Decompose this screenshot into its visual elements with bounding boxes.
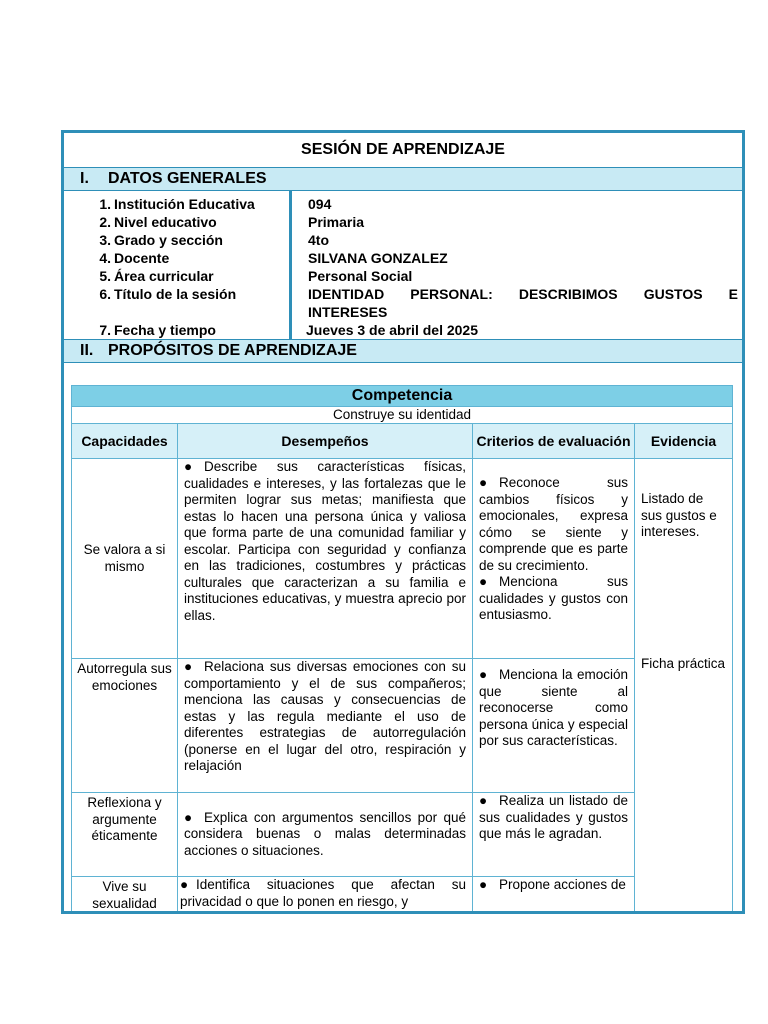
datos-row: 5. Área curricular bbox=[99, 268, 214, 284]
datos-row: 7. Fecha y tiempo bbox=[99, 322, 216, 338]
capacidad-cell: Autorregula sus emociones bbox=[72, 659, 178, 793]
datos-value: 4to bbox=[308, 232, 329, 248]
datos-label: Grado y sección bbox=[114, 232, 223, 248]
datos-label: Nivel educativo bbox=[114, 214, 217, 230]
section-label: PROPÓSITOS DE APRENDIZAJE bbox=[108, 342, 357, 359]
datos-row: 2. Nivel educativo bbox=[99, 214, 217, 230]
section-propositos bbox=[64, 340, 742, 363]
datos-row: 3. Grado y sección bbox=[99, 232, 223, 248]
datos-label: Fecha y tiempo bbox=[114, 322, 216, 338]
col-criterios: Criterios de evaluación bbox=[473, 424, 635, 459]
datos-label: Área curricular bbox=[114, 268, 214, 284]
datos-value: 094 bbox=[308, 196, 332, 212]
competencia-table-wrap bbox=[71, 385, 732, 914]
table-row bbox=[72, 459, 733, 659]
competencia-header: Competencia bbox=[72, 386, 733, 407]
desempeno-cell: ● Describe sus características físicas, cualidades e intereses, y las fortalezas que le permiten lograr sus metas; manifiesta que estas lo hacen una persona única y valiosa que forma parte de una comunidad familiar y escolar. Participa con seguridad y confianza en las tradiciones, costumbres y prácticas culturales que caracterizan a su familia e instituciones educativas, y muestra aprecio por ellas. bbox=[178, 459, 473, 659]
section-number: I. bbox=[80, 170, 89, 187]
criterios-cell: ● Reconoce sus cambios físicos y emocionales, expresa cómo se siente y comprende que es parte de su crecimiento. ● Menciona sus cualidades y gustos con entusiasmo. bbox=[473, 459, 635, 659]
section-datos-generales bbox=[64, 168, 742, 191]
capacidad-cell: Se valora a si mismo bbox=[72, 459, 178, 659]
datos-value: Primaria bbox=[308, 214, 365, 230]
competencia-table bbox=[71, 385, 733, 914]
datos-value: Personal Social bbox=[308, 268, 413, 284]
datos-value-title: IDENTIDAD PERSONAL: DESCRIBIMOS GUSTOS E bbox=[308, 286, 738, 302]
datos-row: 6. Título de la sesión bbox=[99, 286, 237, 302]
section-number: II. bbox=[80, 342, 94, 359]
datos-label: Título de la sesión bbox=[114, 286, 237, 302]
col-capacidades: Capacidades bbox=[72, 424, 178, 459]
evidencia-cell bbox=[635, 459, 733, 915]
document-title: SESIÓN DE APRENDIZAJE bbox=[64, 133, 742, 168]
criterios-cell: ● Propone acciones de bbox=[473, 877, 635, 915]
datos-value: SILVANA GONZALEZ bbox=[308, 250, 448, 266]
evidencia-item: Ficha práctica bbox=[641, 655, 726, 671]
capacidad-cell: Vive su sexualidad bbox=[72, 877, 178, 915]
datos-row: 1. Institución Educativa bbox=[99, 196, 255, 212]
criterios-cell: ● Menciona la emoción que siente al reconocerse como persona única y especial por sus características. bbox=[473, 659, 635, 793]
datos-labels bbox=[64, 191, 292, 339]
desempeno-cell: ● Explica con argumentos sencillos por qué considera buenas o malas determinadas acciones o situaciones. bbox=[178, 793, 473, 877]
session-document bbox=[61, 130, 745, 914]
datos-value: Jueves 3 de abril del 2025 bbox=[306, 322, 478, 338]
table-row bbox=[72, 793, 733, 877]
datos-value-title-cont: INTERESES bbox=[308, 304, 388, 320]
table-row bbox=[72, 877, 733, 915]
section-label: DATOS GENERALES bbox=[108, 170, 267, 187]
desempeno-cell: ● Identifica situaciones que afectan su privacidad o que lo ponen en riesgo, y bbox=[178, 877, 473, 915]
evidencia-item: Listado de sus gustos e intereses. bbox=[641, 491, 717, 539]
datos-values bbox=[292, 191, 742, 339]
desempeno-cell: ● Relaciona sus diversas emociones con su comportamiento y el de sus compañeros; menciona las causas y consecuencias de estas y las regula mediante el uso de diferentes estrategias de autorregulación (ponerse en el lugar del otro, respiración y relajación bbox=[178, 659, 473, 793]
datos-generales-table bbox=[64, 191, 742, 340]
criterios-cell: ● Realiza un listado de sus cualidades y gustos que más le agradan. bbox=[473, 793, 635, 877]
table-row bbox=[72, 659, 733, 793]
capacidad-cell: Reflexiona y argumente éticamente bbox=[72, 793, 178, 877]
datos-label: Institución Educativa bbox=[114, 196, 255, 212]
datos-row: 4. Docente bbox=[99, 250, 170, 266]
competencia-name: Construye su identidad bbox=[72, 407, 733, 424]
datos-label: Docente bbox=[114, 250, 170, 266]
col-desempenos: Desempeños bbox=[178, 424, 473, 459]
col-evidencia: Evidencia bbox=[635, 424, 733, 459]
